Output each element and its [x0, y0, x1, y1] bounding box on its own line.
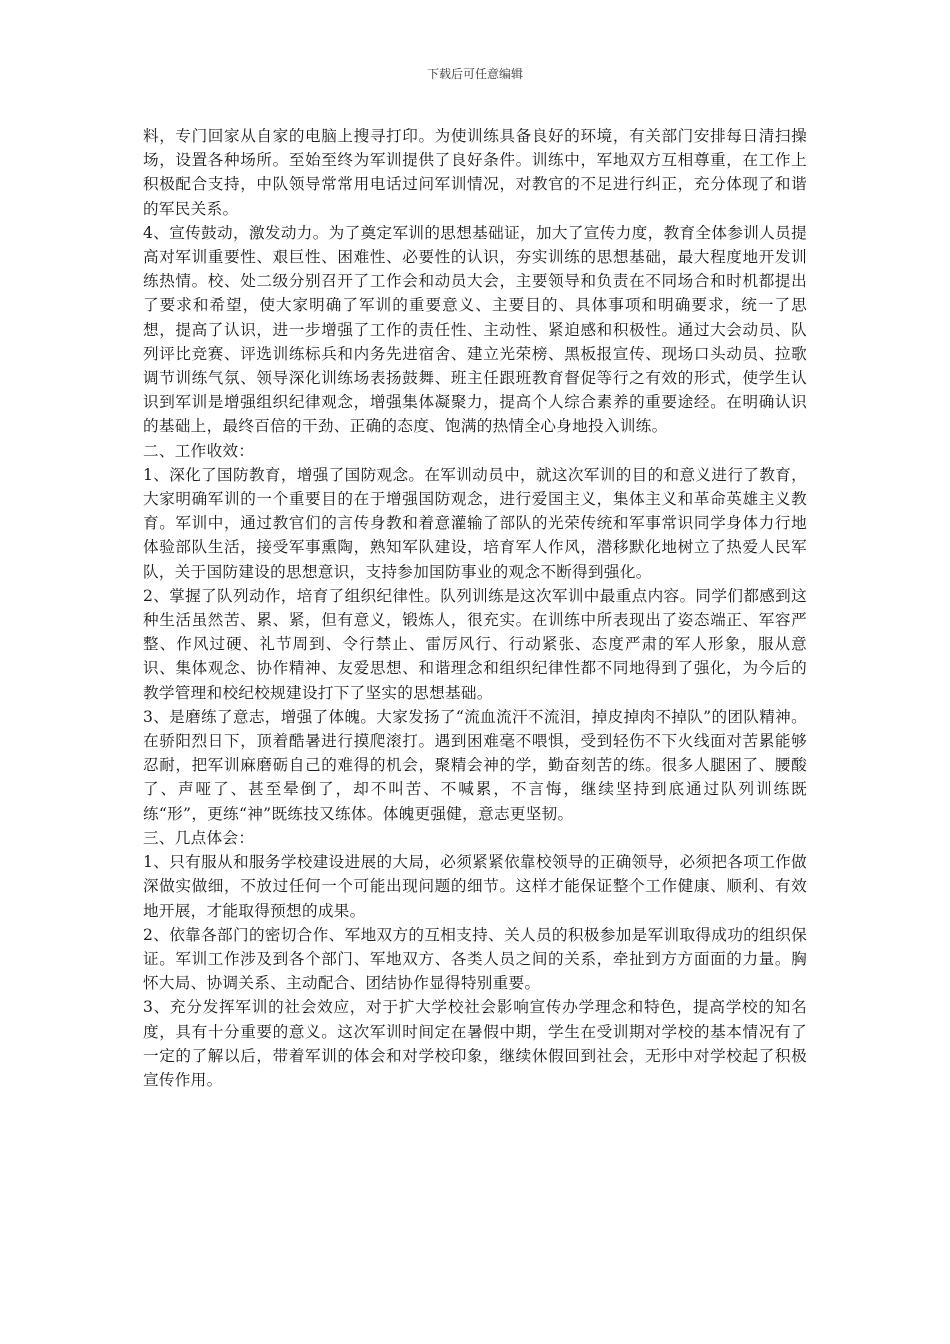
paragraph-result-2: 2、掌握了队列动作，培育了组织纪律性。队列训练是这次军训中最重点内容。同学们都感到这种生活虽然苦、累、紧，但有意义，锻炼人，很充实。在训练中所表现出了姿态端正、军容严整、作风过硬、礼节周到、令行禁止、雷厉风行、行动紧张、态度严肃的军人形象，服从意识、集体观念、协作精神、友爱思想、和谐理念和组织纪律性都不同地得到了强化，为今后的教学管理和校纪校规建设打下了坚实的思想基础。 [143, 586, 807, 702]
paragraph-insight-2: 2、依靠各部门的密切合作、军地双方的互相支持、关人员的积极参加是军训取得成功的组织保证。军训工作涉及到各个部门、军地双方、各类人员之间的关系，牵扯到方方面面的力量。胸怀大局、协调关系、主动配合、团结协作显得特别重要。 [143, 925, 807, 993]
section-heading-results: 二、工作收效： [143, 441, 255, 460]
paragraph-publicity: 4、宣传鼓动，激发动力。为了奠定军训的思想基础证，加大了宣传力度，教育全体参训人员提高对军训重要性、艰巨性、困难性、必要性的认识，夯实训练的思想基础，最大程度地开发训练热情。校、处二级分别召开了工作会和动员大会，主要领导和负责在不同场合和时机都提出了要求和希望，使大家明确了军训的重要意义、主要目的、具体事项和明确要求，统一了思想，提高了认识，进一步增强了工作的责任性、主动性、紧迫感和积极性。通过大会动员、队列评比竞赛、评选训练标兵和内务先进宿舍、建立光荣榜、黑板报宣传、现场口头动员、拉歌调节训练气氛、领导深化训练场表扬鼓舞、班主任跟班教育督促等行之有效的形式，使学生认识到军训是增强组织纪律观念，增强集体凝聚力，提高个人综合素养的重要途经。在明确认识的基础上，最终百倍的干劲、正确的态度、饱满的热情全心身地投入训练。 [143, 223, 807, 436]
paragraph-insight-3: 3、充分发挥军训的社会效应，对于扩大学校社会影响宣传办学理念和特色，提高学校的知名度，具有十分重要的意义。这次军训时间定在暑假中期，学生在受训期对学校的基本情况有了一定的了解以后，带着军训的体会和对学校印象，继续休假回到社会，无形中对学校起了积极宣传作用。 [143, 998, 807, 1089]
paragraph-result-3: 3、是磨练了意志，增强了体魄。大家发扬了“流血流汗不流泪，掉皮掉肉不掉队”的团队精神。在骄阳烈日下，顶着酷暑进行摸爬滚打。遇到困难毫不喂惧，受到轻伤不下火线面对苦累能够忍耐，把军训麻磨砺自己的难得的机会，聚精会神的学，勤奋刻苦的练。很多人腿困了、腰酸了、声哑了、甚至晕倒了，却不叫苦、不喊累，不言悔，继续坚持到底通过队列训练既练“形”，更练“神”既练技又练体。体魄更强健，意志更坚韧。 [143, 707, 807, 823]
paragraph-result-1: 1、深化了国防教育，增强了国防观念。在军训动员中，就这次军训的目的和意义进行了教育，大家明确军训的一个重要目的在于增强国防观念，进行爱国主义，集体主义和革命英雄主义教育。军训中，通过教官们的言传身教和着意灌输了部队的光荣传统和军事常识同学身体力行地体验部队生活，接受军事熏陶，熟知军队建设，培育军人作风，潜移默化地树立了热爱人民军队，关于国防建设的思想意识，支持参加国防事业的观念不断得到强化。 [143, 465, 807, 581]
paragraph-insight-1: 1、只有服从和服务学校建设进展的大局，必须紧紧依靠校领导的正确领导，必须把各项工作做深做实做细，不放过任何一个可能出现问题的细节。这样才能保证整个工作健康、顺利、有效地开展，才能取得预想的成果。 [143, 853, 807, 920]
paragraph-continuation: 料，专门回家从自家的电脑上搜寻打印。为使训练具备良好的环境，有关部门安排每日清扫操场，设置各种场所。至始至终为军训提供了良好条件。训练中，军地双方互相尊重，在工作上积极配合支持，中队领导常常用电话过问军训情况，对教官的不足进行纠正，充分体现了和谐的军民关系。 [143, 127, 807, 218]
section-heading-insights: 三、几点体会： [143, 828, 255, 847]
document-body [143, 124, 807, 1092]
page-header: 下载后可任意编辑 [426, 67, 523, 81]
